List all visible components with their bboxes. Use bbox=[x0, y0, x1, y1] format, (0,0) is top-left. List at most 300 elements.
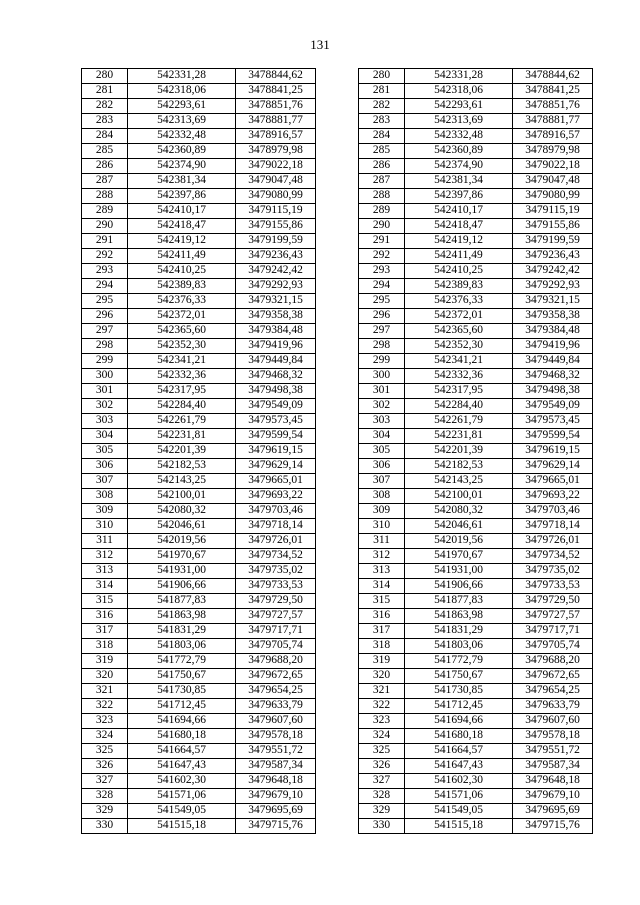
table-row bbox=[82, 489, 316, 504]
point-number-cell: 290 bbox=[359, 219, 405, 234]
x-coordinate-cell: 542331,28 bbox=[405, 69, 513, 84]
point-number-cell: 322 bbox=[82, 699, 128, 714]
point-number-cell: 312 bbox=[359, 549, 405, 564]
x-coordinate-cell: 542397,86 bbox=[405, 189, 513, 204]
x-coordinate-cell: 542293,61 bbox=[405, 99, 513, 114]
x-coordinate-cell: 541877,83 bbox=[128, 594, 236, 609]
y-coordinate-cell: 3479358,38 bbox=[513, 309, 593, 324]
x-coordinate-cell: 541680,18 bbox=[128, 729, 236, 744]
point-number-cell: 305 bbox=[359, 444, 405, 459]
x-coordinate-cell: 542376,33 bbox=[405, 294, 513, 309]
table-row bbox=[359, 189, 593, 204]
table-row bbox=[82, 609, 316, 624]
x-coordinate-cell: 542410,25 bbox=[128, 264, 236, 279]
x-coordinate-cell: 541772,79 bbox=[405, 654, 513, 669]
table-row bbox=[82, 624, 316, 639]
table-row bbox=[82, 819, 316, 834]
table-row bbox=[359, 114, 593, 129]
point-number-cell: 292 bbox=[82, 249, 128, 264]
table-row bbox=[359, 354, 593, 369]
point-number-cell: 291 bbox=[82, 234, 128, 249]
point-number-cell: 294 bbox=[359, 279, 405, 294]
y-coordinate-cell: 3479358,38 bbox=[236, 309, 316, 324]
y-coordinate-cell: 3479155,86 bbox=[513, 219, 593, 234]
point-number-cell: 327 bbox=[82, 774, 128, 789]
y-coordinate-cell: 3478841,25 bbox=[513, 84, 593, 99]
table-row bbox=[359, 759, 593, 774]
table-row bbox=[82, 234, 316, 249]
y-coordinate-cell: 3479047,48 bbox=[236, 174, 316, 189]
y-coordinate-cell: 3479599,54 bbox=[236, 429, 316, 444]
y-coordinate-cell: 3479080,99 bbox=[513, 189, 593, 204]
y-coordinate-cell: 3479705,74 bbox=[236, 639, 316, 654]
point-number-cell: 290 bbox=[82, 219, 128, 234]
x-coordinate-cell: 542332,48 bbox=[128, 129, 236, 144]
y-coordinate-cell: 3479703,46 bbox=[513, 504, 593, 519]
point-number-cell: 287 bbox=[82, 174, 128, 189]
y-coordinate-cell: 3479715,76 bbox=[513, 819, 593, 834]
point-number-cell: 304 bbox=[359, 429, 405, 444]
x-coordinate-cell: 542201,39 bbox=[128, 444, 236, 459]
y-coordinate-cell: 3479726,01 bbox=[236, 534, 316, 549]
point-number-cell: 299 bbox=[82, 354, 128, 369]
point-number-cell: 324 bbox=[359, 729, 405, 744]
y-coordinate-cell: 3479292,93 bbox=[513, 279, 593, 294]
y-coordinate-cell: 3479705,74 bbox=[513, 639, 593, 654]
point-number-cell: 308 bbox=[359, 489, 405, 504]
table-row bbox=[82, 534, 316, 549]
y-coordinate-cell: 3479578,18 bbox=[236, 729, 316, 744]
y-coordinate-cell: 3479449,84 bbox=[236, 354, 316, 369]
y-coordinate-cell: 3479419,96 bbox=[513, 339, 593, 354]
y-coordinate-cell: 3479726,01 bbox=[513, 534, 593, 549]
table-row bbox=[82, 474, 316, 489]
x-coordinate-cell: 541515,18 bbox=[128, 819, 236, 834]
x-coordinate-cell: 542365,60 bbox=[128, 324, 236, 339]
x-coordinate-cell: 541647,43 bbox=[405, 759, 513, 774]
table-row bbox=[82, 354, 316, 369]
y-coordinate-cell: 3479115,19 bbox=[236, 204, 316, 219]
table-row bbox=[82, 594, 316, 609]
table-row bbox=[359, 174, 593, 189]
table-row bbox=[82, 414, 316, 429]
point-number-cell: 296 bbox=[359, 309, 405, 324]
point-number-cell: 315 bbox=[82, 594, 128, 609]
point-number-cell: 293 bbox=[359, 264, 405, 279]
x-coordinate-cell: 542374,90 bbox=[128, 159, 236, 174]
point-number-cell: 300 bbox=[359, 369, 405, 384]
table-row bbox=[359, 594, 593, 609]
y-coordinate-cell: 3479718,14 bbox=[236, 519, 316, 534]
x-coordinate-cell: 542374,90 bbox=[405, 159, 513, 174]
x-coordinate-cell: 541803,06 bbox=[128, 639, 236, 654]
table-row bbox=[359, 609, 593, 624]
x-coordinate-cell: 542332,36 bbox=[405, 369, 513, 384]
x-coordinate-cell: 542284,40 bbox=[128, 399, 236, 414]
y-coordinate-cell: 3479665,01 bbox=[236, 474, 316, 489]
point-number-cell: 295 bbox=[359, 294, 405, 309]
y-coordinate-cell: 3479665,01 bbox=[513, 474, 593, 489]
table-row bbox=[82, 69, 316, 84]
table-row bbox=[359, 309, 593, 324]
x-coordinate-cell: 542019,56 bbox=[128, 534, 236, 549]
table-row bbox=[359, 744, 593, 759]
y-coordinate-cell: 3479619,15 bbox=[236, 444, 316, 459]
y-coordinate-cell: 3479735,02 bbox=[513, 564, 593, 579]
x-coordinate-cell: 541680,18 bbox=[405, 729, 513, 744]
y-coordinate-cell: 3479679,10 bbox=[236, 789, 316, 804]
point-number-cell: 283 bbox=[82, 114, 128, 129]
x-coordinate-cell: 542418,47 bbox=[128, 219, 236, 234]
y-coordinate-cell: 3479735,02 bbox=[236, 564, 316, 579]
table-row bbox=[359, 624, 593, 639]
x-coordinate-cell: 541931,00 bbox=[128, 564, 236, 579]
table-row bbox=[82, 519, 316, 534]
point-number-cell: 289 bbox=[82, 204, 128, 219]
x-coordinate-cell: 542201,39 bbox=[405, 444, 513, 459]
y-coordinate-cell: 3478979,98 bbox=[236, 144, 316, 159]
point-number-cell: 281 bbox=[82, 84, 128, 99]
y-coordinate-cell: 3479648,18 bbox=[513, 774, 593, 789]
y-coordinate-cell: 3479654,25 bbox=[236, 684, 316, 699]
x-coordinate-cell: 542080,32 bbox=[405, 504, 513, 519]
table-row bbox=[82, 549, 316, 564]
x-coordinate-cell: 542019,56 bbox=[405, 534, 513, 549]
y-coordinate-cell: 3479733,53 bbox=[236, 579, 316, 594]
point-number-cell: 280 bbox=[359, 69, 405, 84]
table-row bbox=[82, 444, 316, 459]
y-coordinate-cell: 3479729,50 bbox=[513, 594, 593, 609]
x-coordinate-cell: 541831,29 bbox=[405, 624, 513, 639]
point-number-cell: 298 bbox=[82, 339, 128, 354]
point-number-cell: 320 bbox=[82, 669, 128, 684]
point-number-cell: 286 bbox=[82, 159, 128, 174]
table-row bbox=[82, 804, 316, 819]
point-number-cell: 316 bbox=[82, 609, 128, 624]
point-number-cell: 320 bbox=[359, 669, 405, 684]
y-coordinate-cell: 3479022,18 bbox=[513, 159, 593, 174]
y-coordinate-cell: 3479629,14 bbox=[513, 459, 593, 474]
point-number-cell: 297 bbox=[82, 324, 128, 339]
point-number-cell: 288 bbox=[359, 189, 405, 204]
point-number-cell: 280 bbox=[82, 69, 128, 84]
coordinates-table-left bbox=[81, 68, 316, 834]
y-coordinate-cell: 3479578,18 bbox=[513, 729, 593, 744]
table-row bbox=[359, 639, 593, 654]
y-coordinate-cell: 3479384,48 bbox=[236, 324, 316, 339]
point-number-cell: 282 bbox=[359, 99, 405, 114]
x-coordinate-cell: 541803,06 bbox=[405, 639, 513, 654]
point-number-cell: 317 bbox=[82, 624, 128, 639]
point-number-cell: 307 bbox=[82, 474, 128, 489]
point-number-cell: 308 bbox=[82, 489, 128, 504]
x-coordinate-cell: 542360,89 bbox=[128, 144, 236, 159]
y-coordinate-cell: 3479199,59 bbox=[513, 234, 593, 249]
point-number-cell: 285 bbox=[359, 144, 405, 159]
table-row bbox=[82, 459, 316, 474]
table-row bbox=[359, 249, 593, 264]
table-row bbox=[82, 324, 316, 339]
y-coordinate-cell: 3478844,62 bbox=[236, 69, 316, 84]
y-coordinate-cell: 3479549,09 bbox=[513, 399, 593, 414]
y-coordinate-cell: 3479734,52 bbox=[236, 549, 316, 564]
table-row bbox=[359, 669, 593, 684]
x-coordinate-cell: 542317,95 bbox=[128, 384, 236, 399]
y-coordinate-cell: 3479729,50 bbox=[236, 594, 316, 609]
x-coordinate-cell: 542381,34 bbox=[128, 174, 236, 189]
y-coordinate-cell: 3479468,32 bbox=[236, 369, 316, 384]
y-coordinate-cell: 3479672,65 bbox=[513, 669, 593, 684]
x-coordinate-cell: 542341,21 bbox=[405, 354, 513, 369]
table-row bbox=[82, 309, 316, 324]
x-coordinate-cell: 542182,53 bbox=[405, 459, 513, 474]
x-coordinate-cell: 542313,69 bbox=[128, 114, 236, 129]
table-row bbox=[82, 579, 316, 594]
page-number: 131 bbox=[310, 37, 330, 52]
y-coordinate-cell: 3479551,72 bbox=[513, 744, 593, 759]
y-coordinate-cell: 3479727,57 bbox=[513, 609, 593, 624]
y-coordinate-cell: 3479292,93 bbox=[236, 279, 316, 294]
point-number-cell: 300 bbox=[82, 369, 128, 384]
point-number-cell: 289 bbox=[359, 204, 405, 219]
x-coordinate-cell: 542341,21 bbox=[128, 354, 236, 369]
point-number-cell: 307 bbox=[359, 474, 405, 489]
x-coordinate-cell: 541549,05 bbox=[405, 804, 513, 819]
table-row bbox=[359, 369, 593, 384]
table-row bbox=[82, 399, 316, 414]
point-number-cell: 286 bbox=[359, 159, 405, 174]
point-number-cell: 312 bbox=[82, 549, 128, 564]
x-coordinate-cell: 542411,49 bbox=[128, 249, 236, 264]
y-coordinate-cell: 3479080,99 bbox=[236, 189, 316, 204]
y-coordinate-cell: 3478881,77 bbox=[236, 114, 316, 129]
table-row bbox=[359, 204, 593, 219]
table-row bbox=[82, 219, 316, 234]
y-coordinate-cell: 3479468,32 bbox=[513, 369, 593, 384]
x-coordinate-cell: 541712,45 bbox=[128, 699, 236, 714]
point-number-cell: 297 bbox=[359, 324, 405, 339]
x-coordinate-cell: 542293,61 bbox=[128, 99, 236, 114]
table-row bbox=[359, 129, 593, 144]
x-coordinate-cell: 542410,17 bbox=[405, 204, 513, 219]
x-coordinate-cell: 541647,43 bbox=[128, 759, 236, 774]
y-coordinate-cell: 3479688,20 bbox=[513, 654, 593, 669]
x-coordinate-cell: 542100,01 bbox=[405, 489, 513, 504]
point-number-cell: 292 bbox=[359, 249, 405, 264]
x-coordinate-cell: 541877,83 bbox=[405, 594, 513, 609]
x-coordinate-cell: 542410,17 bbox=[128, 204, 236, 219]
point-number-cell: 316 bbox=[359, 609, 405, 624]
point-number-cell: 328 bbox=[82, 789, 128, 804]
point-number-cell: 324 bbox=[82, 729, 128, 744]
x-coordinate-cell: 542318,06 bbox=[405, 84, 513, 99]
x-coordinate-cell: 541750,67 bbox=[128, 669, 236, 684]
table-row bbox=[82, 174, 316, 189]
y-coordinate-cell: 3479693,22 bbox=[236, 489, 316, 504]
y-coordinate-cell: 3478979,98 bbox=[513, 144, 593, 159]
y-coordinate-cell: 3479718,14 bbox=[513, 519, 593, 534]
y-coordinate-cell: 3479727,57 bbox=[236, 609, 316, 624]
table-row bbox=[82, 714, 316, 729]
y-coordinate-cell: 3479236,43 bbox=[513, 249, 593, 264]
y-coordinate-cell: 3479115,19 bbox=[513, 204, 593, 219]
y-coordinate-cell: 3479654,25 bbox=[513, 684, 593, 699]
x-coordinate-cell: 542332,36 bbox=[128, 369, 236, 384]
point-number-cell: 321 bbox=[359, 684, 405, 699]
y-coordinate-cell: 3479236,43 bbox=[236, 249, 316, 264]
table-row bbox=[359, 69, 593, 84]
y-coordinate-cell: 3479695,69 bbox=[513, 804, 593, 819]
y-coordinate-cell: 3479733,53 bbox=[513, 579, 593, 594]
y-coordinate-cell: 3479715,76 bbox=[236, 819, 316, 834]
x-coordinate-cell: 541831,29 bbox=[128, 624, 236, 639]
y-coordinate-cell: 3479573,45 bbox=[236, 414, 316, 429]
x-coordinate-cell: 541730,85 bbox=[405, 684, 513, 699]
point-number-cell: 328 bbox=[359, 789, 405, 804]
point-number-cell: 311 bbox=[82, 534, 128, 549]
point-number-cell: 315 bbox=[359, 594, 405, 609]
point-number-cell: 314 bbox=[359, 579, 405, 594]
y-coordinate-cell: 3479717,71 bbox=[236, 624, 316, 639]
point-number-cell: 285 bbox=[82, 144, 128, 159]
y-coordinate-cell: 3479242,42 bbox=[513, 264, 593, 279]
point-number-cell: 302 bbox=[82, 399, 128, 414]
y-coordinate-cell: 3479693,22 bbox=[513, 489, 593, 504]
table-row bbox=[82, 729, 316, 744]
x-coordinate-cell: 542419,12 bbox=[405, 234, 513, 249]
table-row bbox=[82, 189, 316, 204]
point-number-cell: 325 bbox=[359, 744, 405, 759]
table-row bbox=[82, 249, 316, 264]
x-coordinate-cell: 542352,30 bbox=[128, 339, 236, 354]
x-coordinate-cell: 541906,66 bbox=[405, 579, 513, 594]
point-number-cell: 299 bbox=[359, 354, 405, 369]
y-coordinate-cell: 3478881,77 bbox=[513, 114, 593, 129]
x-coordinate-cell: 542318,06 bbox=[128, 84, 236, 99]
point-number-cell: 321 bbox=[82, 684, 128, 699]
x-coordinate-cell: 542332,48 bbox=[405, 129, 513, 144]
y-coordinate-cell: 3479717,71 bbox=[513, 624, 593, 639]
y-coordinate-cell: 3479242,42 bbox=[236, 264, 316, 279]
table-row bbox=[359, 579, 593, 594]
point-number-cell: 284 bbox=[359, 129, 405, 144]
table-row bbox=[359, 819, 593, 834]
x-coordinate-cell: 541970,67 bbox=[128, 549, 236, 564]
x-coordinate-cell: 542080,32 bbox=[128, 504, 236, 519]
point-number-cell: 284 bbox=[82, 129, 128, 144]
y-coordinate-cell: 3479633,79 bbox=[236, 699, 316, 714]
table-row bbox=[82, 699, 316, 714]
x-coordinate-cell: 542284,40 bbox=[405, 399, 513, 414]
point-number-cell: 301 bbox=[359, 384, 405, 399]
table-row bbox=[82, 669, 316, 684]
x-coordinate-cell: 542372,01 bbox=[405, 309, 513, 324]
table-row bbox=[359, 714, 593, 729]
table-row bbox=[82, 384, 316, 399]
table-row bbox=[359, 429, 593, 444]
y-coordinate-cell: 3479549,09 bbox=[236, 399, 316, 414]
table-row bbox=[359, 504, 593, 519]
x-coordinate-cell: 541772,79 bbox=[128, 654, 236, 669]
table-row bbox=[359, 474, 593, 489]
y-coordinate-cell: 3479321,15 bbox=[236, 294, 316, 309]
table-row bbox=[359, 549, 593, 564]
point-number-cell: 326 bbox=[82, 759, 128, 774]
x-coordinate-cell: 542389,83 bbox=[405, 279, 513, 294]
point-number-cell: 287 bbox=[359, 174, 405, 189]
y-coordinate-cell: 3479199,59 bbox=[236, 234, 316, 249]
table-row bbox=[82, 159, 316, 174]
x-coordinate-cell: 542381,34 bbox=[405, 174, 513, 189]
point-number-cell: 294 bbox=[82, 279, 128, 294]
table-row bbox=[82, 684, 316, 699]
table-row bbox=[359, 234, 593, 249]
table-row bbox=[359, 534, 593, 549]
table-row bbox=[359, 519, 593, 534]
y-coordinate-cell: 3479498,38 bbox=[513, 384, 593, 399]
x-coordinate-cell: 542046,61 bbox=[128, 519, 236, 534]
point-number-cell: 323 bbox=[359, 714, 405, 729]
x-coordinate-cell: 541602,30 bbox=[128, 774, 236, 789]
point-number-cell: 291 bbox=[359, 234, 405, 249]
x-coordinate-cell: 542397,86 bbox=[128, 189, 236, 204]
point-number-cell: 281 bbox=[359, 84, 405, 99]
y-coordinate-cell: 3479619,15 bbox=[513, 444, 593, 459]
point-number-cell: 317 bbox=[359, 624, 405, 639]
table-row bbox=[359, 339, 593, 354]
table-row bbox=[359, 279, 593, 294]
y-coordinate-cell: 3479155,86 bbox=[236, 219, 316, 234]
y-coordinate-cell: 3479047,48 bbox=[513, 174, 593, 189]
point-number-cell: 298 bbox=[359, 339, 405, 354]
x-coordinate-cell: 542418,47 bbox=[405, 219, 513, 234]
x-coordinate-cell: 542372,01 bbox=[128, 309, 236, 324]
point-number-cell: 325 bbox=[82, 744, 128, 759]
point-number-cell: 330 bbox=[82, 819, 128, 834]
x-coordinate-cell: 541931,00 bbox=[405, 564, 513, 579]
x-coordinate-cell: 541863,98 bbox=[405, 609, 513, 624]
y-coordinate-cell: 3479384,48 bbox=[513, 324, 593, 339]
point-number-cell: 327 bbox=[359, 774, 405, 789]
point-number-cell: 330 bbox=[359, 819, 405, 834]
table-row bbox=[359, 99, 593, 114]
y-coordinate-cell: 3479703,46 bbox=[236, 504, 316, 519]
table-row bbox=[359, 294, 593, 309]
y-coordinate-cell: 3479607,60 bbox=[236, 714, 316, 729]
table-row bbox=[82, 129, 316, 144]
x-coordinate-cell: 542100,01 bbox=[128, 489, 236, 504]
y-coordinate-cell: 3478916,57 bbox=[236, 129, 316, 144]
table-row bbox=[82, 564, 316, 579]
point-number-cell: 303 bbox=[359, 414, 405, 429]
table-row bbox=[82, 204, 316, 219]
y-coordinate-cell: 3479629,14 bbox=[236, 459, 316, 474]
table-row bbox=[82, 84, 316, 99]
x-coordinate-cell: 542261,79 bbox=[128, 414, 236, 429]
point-number-cell: 306 bbox=[82, 459, 128, 474]
point-number-cell: 313 bbox=[359, 564, 405, 579]
table-row bbox=[82, 279, 316, 294]
y-coordinate-cell: 3479022,18 bbox=[236, 159, 316, 174]
x-coordinate-cell: 542231,81 bbox=[405, 429, 513, 444]
point-number-cell: 282 bbox=[82, 99, 128, 114]
y-coordinate-cell: 3478851,76 bbox=[236, 99, 316, 114]
table-row bbox=[359, 414, 593, 429]
x-coordinate-cell: 542143,25 bbox=[405, 474, 513, 489]
y-coordinate-cell: 3479734,52 bbox=[513, 549, 593, 564]
x-coordinate-cell: 542352,30 bbox=[405, 339, 513, 354]
y-coordinate-cell: 3479607,60 bbox=[513, 714, 593, 729]
